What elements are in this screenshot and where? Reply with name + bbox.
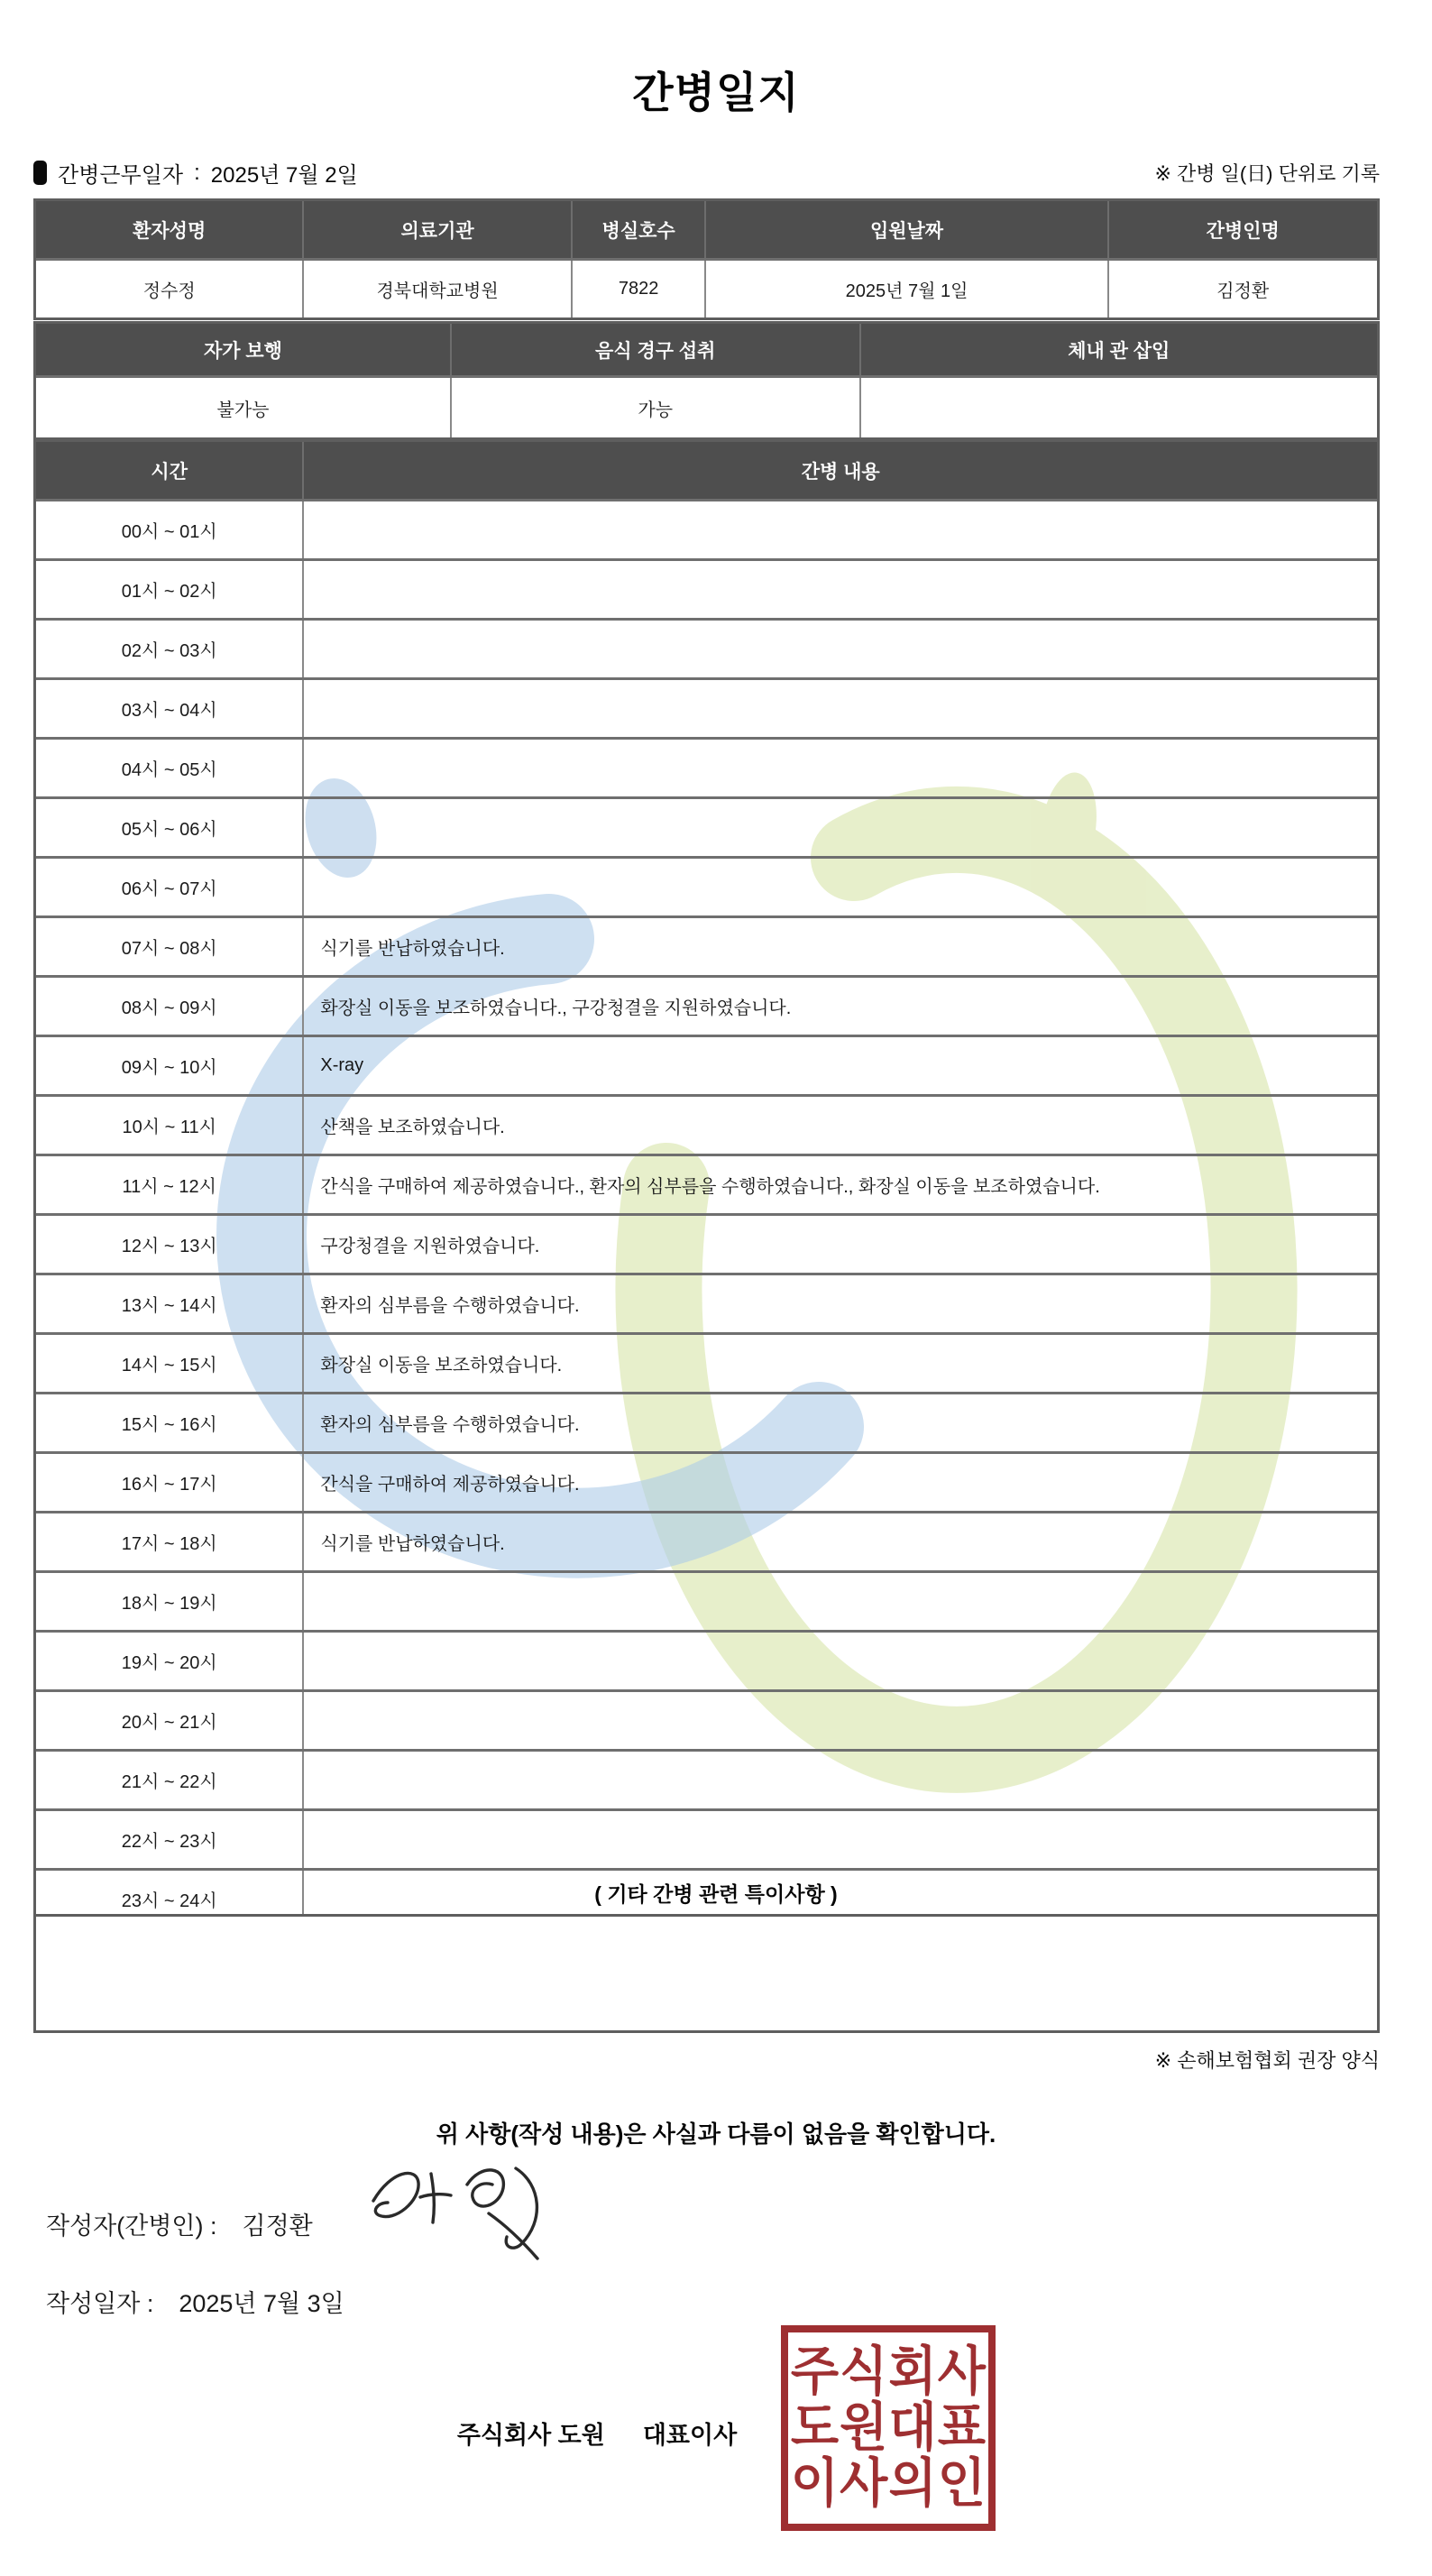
care-content-cell: 간식을 구매하여 제공하였습니다. — [320, 1475, 580, 1495]
time-cell: 05시 ~ 06시 — [36, 799, 304, 856]
time-cell: 19시 ~ 20시 — [36, 1633, 304, 1689]
ceo-label: 대표이사 — [642, 2422, 738, 2449]
care-content-cell — [304, 1811, 1377, 1868]
time-cell: 11시 ~ 12시 — [36, 1156, 304, 1213]
table-row — [36, 856, 1377, 915]
header-self-walking: 자가 보행 — [36, 324, 452, 375]
care-content-cell: 구강청결을 지원하였습니다. — [320, 1237, 540, 1256]
table-row — [36, 1332, 1377, 1392]
bullet-square-icon — [33, 161, 47, 185]
care-content-cell — [304, 621, 1377, 677]
company-line — [408, 2415, 786, 2451]
table-row — [36, 677, 1377, 737]
table-row — [36, 618, 1377, 677]
care-content-cell: 간식을 구매하여 제공하였습니다., 환자의 심부름을 수행하였습니다., 화장실 이동을 보조하였습니다. — [320, 1177, 1100, 1197]
written-date-line — [46, 2284, 344, 2319]
corporate-seal-stamp — [781, 2325, 996, 2531]
seal-text-line: 이사의인 — [790, 2454, 987, 2514]
time-cell: 01시 ~ 02시 — [36, 561, 304, 618]
care-content-cell — [304, 859, 1377, 915]
time-cell: 14시 ~ 15시 — [36, 1335, 304, 1392]
time-cell: 03시 ~ 04시 — [36, 680, 304, 737]
time-cell: 21시 ~ 22시 — [36, 1752, 304, 1808]
care-table-header-row — [36, 442, 1377, 499]
table-row — [36, 1273, 1377, 1332]
table-row — [36, 1094, 1377, 1154]
writer-line — [46, 2206, 313, 2241]
form-note: ※ 손해보험협회 권장 양식 — [1154, 2049, 1380, 2072]
condition-table-value-row — [36, 375, 1377, 437]
patient-table-value-row — [36, 258, 1377, 317]
care-content-cell — [304, 680, 1377, 737]
work-date-line — [33, 157, 358, 189]
work-date-value: 2025년 7월 2일 — [210, 163, 358, 188]
table-row — [36, 796, 1377, 856]
time-cell: 13시 ~ 14시 — [36, 1275, 304, 1332]
table-row — [36, 1511, 1377, 1570]
header-care-content: 간병 내용 — [801, 461, 880, 483]
room-number-value: 7822 — [573, 261, 707, 317]
time-cell: 07시 ~ 08시 — [36, 918, 304, 975]
time-cell: 15시 ~ 16시 — [36, 1394, 304, 1451]
company-name: 주식회사 도원 — [456, 2422, 605, 2449]
care-content-cell — [304, 1633, 1377, 1689]
header-room-number: 병실호수 — [573, 201, 707, 258]
time-cell: 04시 ~ 05시 — [36, 740, 304, 796]
care-content-cell: 식기를 반납하였습니다. — [320, 1534, 505, 1554]
time-cell: 00시 ~ 01시 — [36, 501, 304, 558]
time-cell: 02시 ~ 03시 — [36, 621, 304, 677]
medical-institution-value: 경북대학교병원 — [304, 261, 572, 317]
seal-text-line: 주식회사 — [790, 2342, 987, 2402]
care-schedule-table — [33, 439, 1380, 1930]
time-cell: 23시 ~ 24시 — [36, 1871, 304, 1927]
written-date-label: 작성일자 : — [46, 2290, 154, 2317]
care-content-cell — [304, 501, 1377, 558]
care-content-cell — [304, 1692, 1377, 1749]
header-caregiver-name: 간병인명 — [1206, 220, 1280, 242]
unit-note: ※ 간병 일(日) 단위로 기록 — [1154, 162, 1380, 185]
header-time: 시간 — [36, 442, 304, 499]
meta-line — [33, 157, 1380, 189]
written-date-value: 2025년 7월 3일 — [179, 2290, 344, 2317]
table-row — [36, 1035, 1377, 1094]
time-cell: 09시 ~ 10시 — [36, 1037, 304, 1094]
time-cell: 06시 ~ 07시 — [36, 859, 304, 915]
admission-date-value: 2025년 7월 1일 — [706, 261, 1108, 317]
time-cell: 18시 ~ 19시 — [36, 1573, 304, 1630]
time-cell: 10시 ~ 11시 — [36, 1097, 304, 1154]
self-walking-value: 불가능 — [36, 378, 452, 437]
table-row — [36, 975, 1377, 1035]
table-row — [36, 1451, 1377, 1511]
care-content-cell — [304, 1573, 1377, 1630]
table-row — [36, 1392, 1377, 1451]
table-row — [36, 1570, 1377, 1630]
care-content-cell: 환자의 심부름을 수행하였습니다. — [320, 1296, 580, 1316]
table-row — [36, 1630, 1377, 1689]
care-content-cell — [304, 1752, 1377, 1808]
work-date-separator: : — [194, 160, 200, 185]
table-row — [36, 1213, 1377, 1273]
care-content-cell — [304, 561, 1377, 618]
care-content-cell: 산책을 보조하였습니다. — [320, 1118, 505, 1137]
patient-name-value: 정수정 — [36, 261, 304, 317]
care-content-cell — [304, 799, 1377, 856]
tube-insertion-value — [861, 378, 1377, 437]
time-cell: 16시 ~ 17시 — [36, 1454, 304, 1511]
etc-notes-box — [33, 1914, 1380, 2033]
etc-section-title: ( 기타 간병 관련 특이사항 ) — [594, 1882, 838, 1906]
page-title: 간병일지 — [632, 69, 800, 116]
time-cell: 17시 ~ 18시 — [36, 1513, 304, 1570]
care-content-cell: 화장실 이동을 보조하였습니다., 구강청결을 지원하였습니다. — [320, 998, 792, 1018]
table-row — [36, 1689, 1377, 1749]
condition-table-header-row — [36, 324, 1377, 375]
time-cell: 20시 ~ 21시 — [36, 1692, 304, 1749]
time-cell: 12시 ~ 13시 — [36, 1216, 304, 1273]
oral-intake-value: 가능 — [452, 378, 861, 437]
confirmation-statement: 위 사항(작성 내용)은 사실과 다름이 없음을 확인합니다. — [436, 2121, 996, 2148]
seal-text-line: 도원대표 — [790, 2398, 987, 2458]
table-row — [36, 737, 1377, 796]
table-row — [36, 499, 1377, 558]
table-row — [36, 1154, 1377, 1213]
header-tube-insertion: 체내 관 삽입 — [1068, 340, 1170, 362]
header-admission-date: 입원날짜 — [706, 201, 1108, 258]
condition-table — [33, 321, 1380, 440]
time-cell: 08시 ~ 09시 — [36, 978, 304, 1035]
table-row — [36, 1749, 1377, 1808]
patient-table-header-row — [36, 201, 1377, 258]
handwritten-signature — [361, 2157, 568, 2266]
table-row — [36, 558, 1377, 618]
header-patient-name: 환자성명 — [36, 201, 304, 258]
caregiver-name-value: 김정환 — [1216, 281, 1270, 301]
care-content-cell: X-ray — [320, 1055, 364, 1075]
patient-info-table — [33, 198, 1380, 320]
care-content-cell: 식기를 반납하였습니다. — [320, 939, 505, 959]
writer-name: 김정환 — [242, 2213, 313, 2240]
header-medical-institution: 의료기관 — [304, 201, 572, 258]
time-cell: 22시 ~ 23시 — [36, 1811, 304, 1868]
care-content-cell: 환자의 심부름을 수행하였습니다. — [320, 1415, 580, 1435]
care-content-cell: 화장실 이동을 보조하였습니다. — [320, 1356, 563, 1375]
table-row — [36, 1808, 1377, 1868]
work-date-label: 간병근무일자 — [58, 163, 184, 188]
table-row — [36, 915, 1377, 975]
writer-label: 작성자(간병인) : — [46, 2213, 217, 2240]
care-content-cell — [304, 740, 1377, 796]
header-oral-intake: 음식 경구 섭취 — [452, 324, 861, 375]
